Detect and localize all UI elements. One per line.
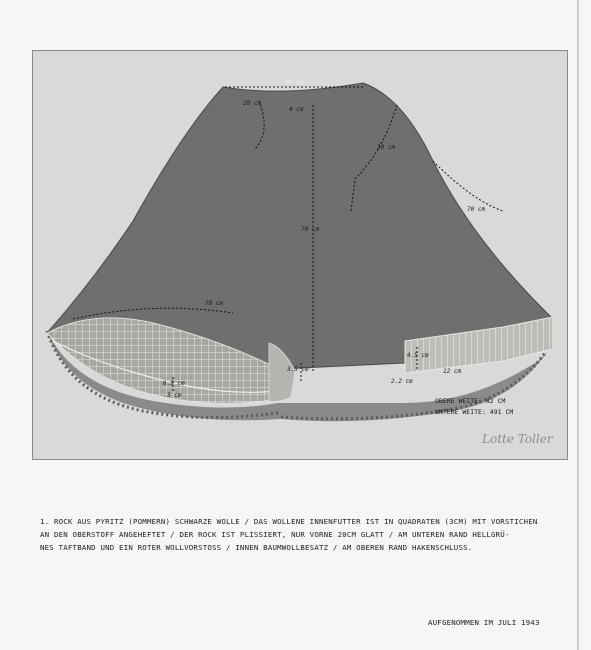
- measure-band-width: 4.5 cm: [407, 352, 429, 359]
- measure-waist: 39 cm: [285, 79, 304, 86]
- catalog-caption: [40, 515, 570, 554]
- caption-line-3: NES TAFTBAND UND EIN ROTER WOLLVORSTOSS / INNEN BAUMWOLLBESATZ / AM OBEREN RAND HAKENSCHLUSS.: [40, 543, 473, 552]
- measure-length: 70 cm: [301, 226, 320, 233]
- caption-line-2: AN DEN OBERSTOFF ANGEHEFTET / DER ROCK IST PLISSIERT, NUR VORNE 20CM GLATT / AM UNTEREN RAND HELLGRÜ-: [40, 530, 510, 539]
- measure-center-top: 4 cm: [289, 106, 304, 113]
- measure-front-hem: 3.5 cm: [287, 366, 309, 373]
- measure-hem-left: 70 cm: [205, 300, 224, 307]
- measure-band-right: 12 cm: [443, 368, 462, 375]
- measure-hem-height-1: 6.5 cm: [163, 380, 185, 387]
- measure-hem-height-2: 3 cm: [167, 392, 182, 399]
- upper-width: OBERE WEITE: 82 CM: [435, 397, 506, 405]
- measure-left-dart: 20 cm: [243, 100, 262, 107]
- width-notes: [435, 396, 513, 418]
- lower-width: UNTERE WEITE: 491 CM: [435, 408, 514, 416]
- page-edge: [577, 0, 579, 650]
- measure-right-dart: 30 cm: [377, 144, 396, 151]
- recorded-date: AUFGENOMMEN IM JULI 1943: [428, 618, 540, 627]
- measure-side: 70 cm: [467, 206, 486, 213]
- measure-band-lower: 2.2 cm: [391, 378, 413, 385]
- artist-signature: Lotte Toller: [482, 432, 553, 446]
- caption-line-1: 1. ROCK AUS PYRITZ (POMMERN) SCHWARZE WOLLE / DAS WOLLENE INNENFUTTER IST IN QUADRATEN (3CM) MIT VORSTICHEN: [40, 517, 538, 526]
